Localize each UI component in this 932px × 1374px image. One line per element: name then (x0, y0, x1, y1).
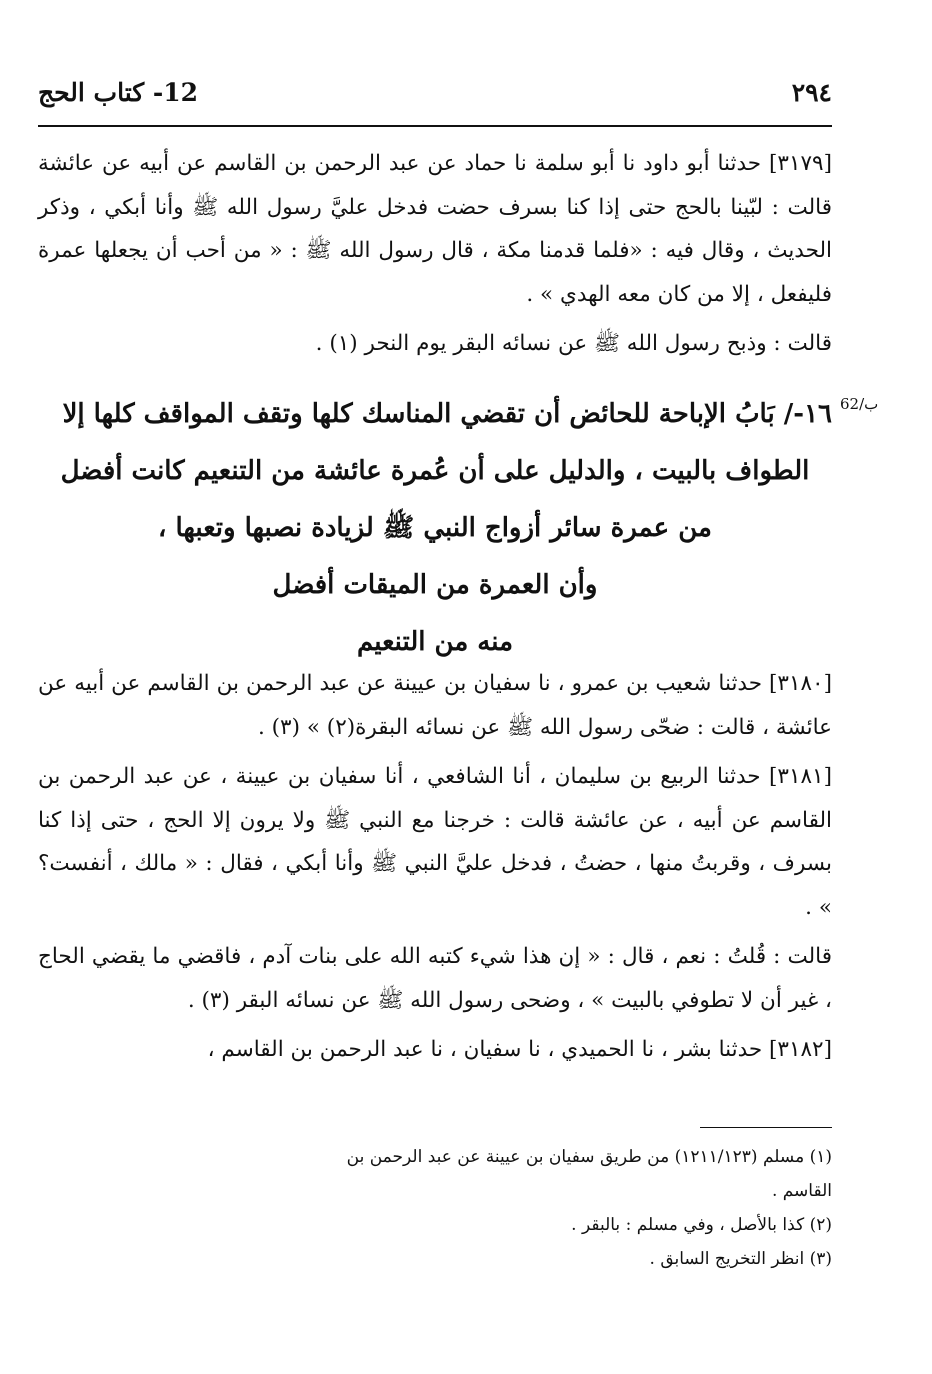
manuscript-folio-note: 62/ب (840, 395, 879, 413)
chapter-heading-line-3: من عمرة سائر أزواج النبي ﷺ لزيادة نصبها وتعبها ، (158, 513, 712, 543)
chapter-heading-line-1: ١٦-/ بَابُ الإباحة للحائض أن تقضي المناسك كلها وتقف المواقف كلها إلا (62, 399, 832, 429)
footnotes (300, 1140, 832, 1276)
hadith-3181-continuation: قالت : قُلتُ : نعم ، قال : « إن هذا شيء كتبه الله على بنات آدم ، فاقضي ما يقضي الحاج ، غير أن لا تطوفي بالبيت » ، وضحى رسول الله ﷺ عن نسائه البقر (٣) . (38, 944, 832, 1013)
footnote-2: (٢) كذا بالأصل ، وفي مسلم : بالبقر . (571, 1215, 832, 1235)
page-number: ٢٩٤ (791, 78, 832, 107)
hadith-3182-text: [٣١٨٢] حدثنا بشر ، نا الحميدي ، نا سفيان ، نا عبد الرحمن بن القاسم ، (207, 1037, 832, 1062)
hadith-3180-text: [٣١٨٠] حدثنا شعيب بن عمرو ، نا سفيان بن عيينة عن عبد الرحمن بن القاسم عن أبيه عن عائشة ، قالت : ضحّى رسول الله ﷺ عن نسائه البقرة(٢) » (٣) . (38, 671, 832, 740)
chapter-heading-line-2: الطواف بالبيت ، والدليل على أن عُمرة عائشة من التنعيم كانت أفضل (60, 456, 810, 486)
footnote-1: (١) مسلم (١٢١١/١٢٣) من طريق سفيان بن عيينة عن عبد الرحمن بن القاسم . (346, 1147, 832, 1201)
hadith-3179-block (38, 142, 832, 372)
chapter-heading-line-4: وأن العمرة من الميقات أفضل (272, 570, 598, 600)
hadith-3179-note: قالت : وذبح رسول الله ﷺ عن نسائه البقر يوم النحر (١) . (315, 331, 832, 356)
footnote-rule (700, 1127, 832, 1128)
page-header (38, 70, 832, 118)
running-head-chapter: 12- كتاب الحج (38, 78, 199, 107)
footnote-3: (٣) انظر التخريج السابق . (649, 1249, 832, 1269)
hadith-3181-text: [٣١٨١] حدثنا الربيع بن سليمان ، أنا الشافعي ، أنا سفيان بن عيينة ، عن عبد الرحمن بن القاسم عن أبيه ، عن عائشة قالت : خرجنا مع النبي ﷺ ولا يرون إلا الحج ، حتى إذا كنا بسرف ، وقربتُ منها ، حضتُ ، فدخل عليَّ النبي ﷺ وأنا أبكي ، فقال : « مالك ، أنفست؟ » . (38, 764, 832, 920)
chapter-heading-line-5: منه من التنعيم (356, 627, 514, 657)
header-rule (38, 125, 832, 127)
hadith-3179-text: [٣١٧٩] حدثنا أبو داود نا أبو سلمة نا حماد عن عبد الرحمن بن القاسم عن أبيه عن عائشة قالت : لبّينا بالحج حتى إذا كنا بسرف حضت فدخل عليَّ رسول الله ﷺ وأنا أبكي ، وذكر الحديث ، وقال فيه : «فلما قدمنا مكة ، قال رسول الله ﷺ : « من أحب أن يجعلها عمرة فليفعل ، إلا من كان معه الهدي » . (38, 151, 832, 307)
hadith-3180-3182-block (38, 662, 832, 1078)
chapter-heading (38, 386, 832, 671)
